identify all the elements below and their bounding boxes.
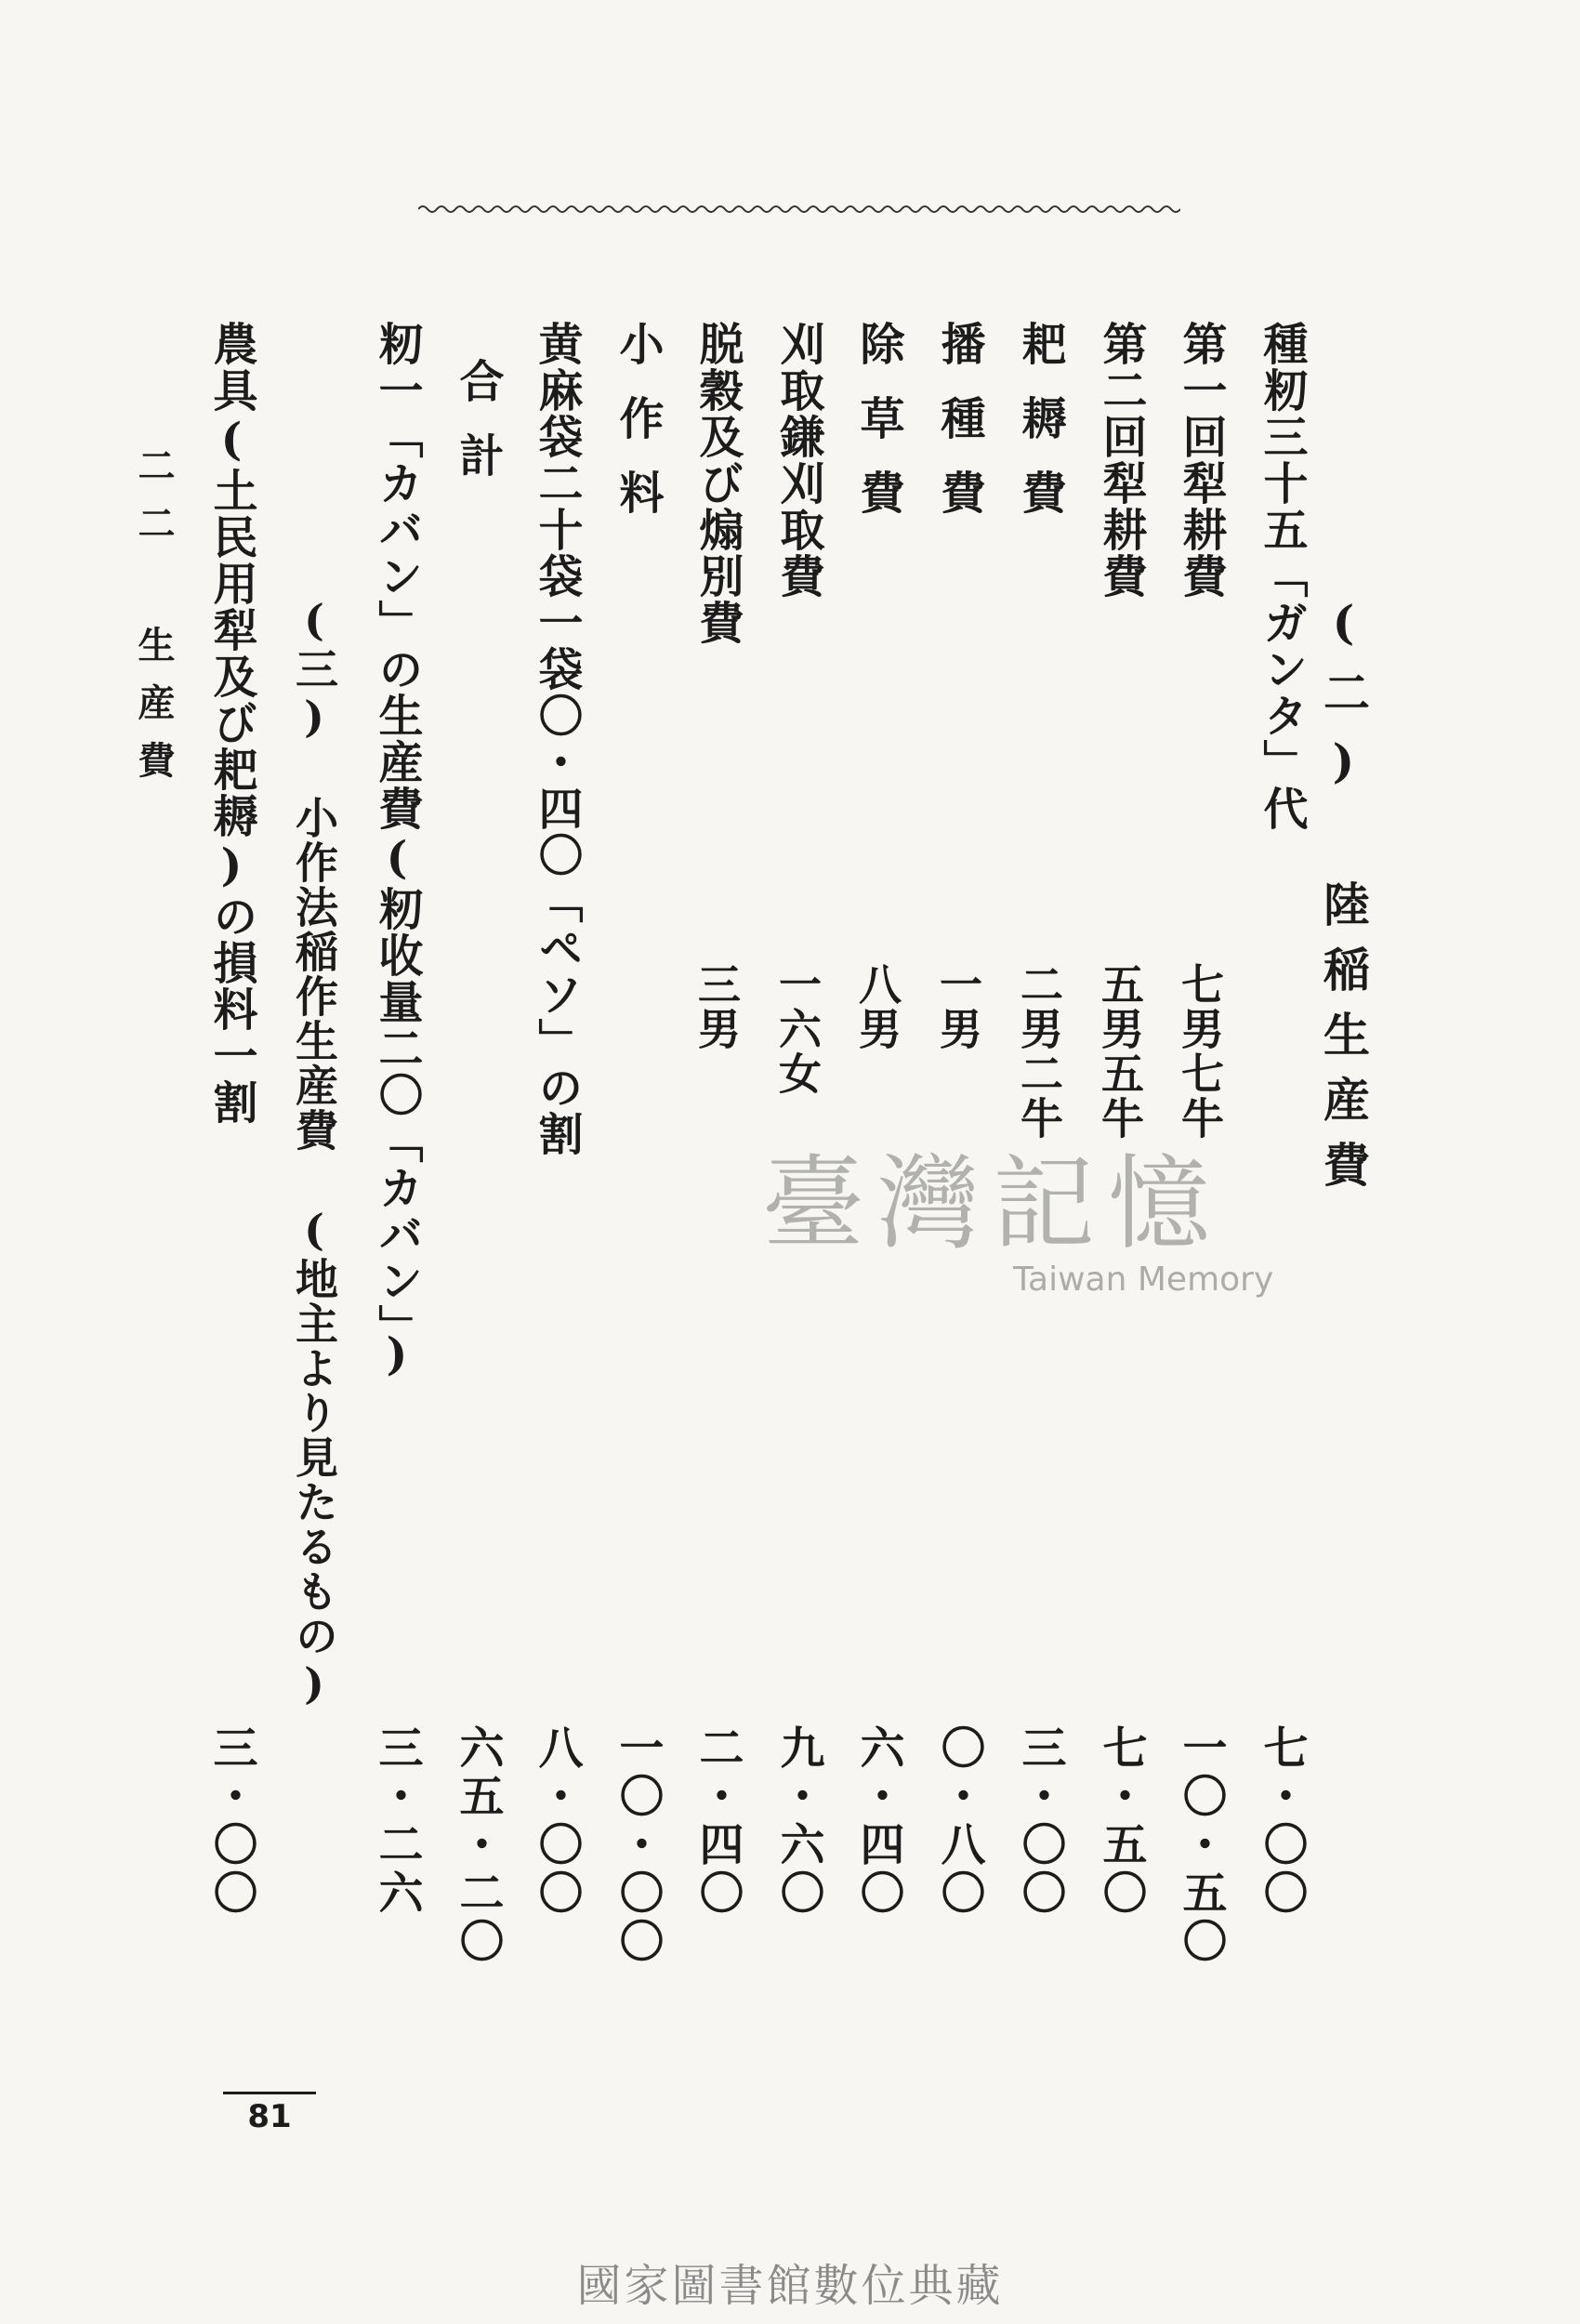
item-count-weeding: 八男	[852, 962, 902, 1051]
section-3-title: (三) 小作法稲作生産費 (地主より見たるもの)	[289, 595, 339, 1710]
item-count-sowing: 一男	[933, 962, 983, 1051]
item-amount-tool-rental: 三・〇〇	[205, 1724, 257, 1918]
item-amount-threshing: 二・四〇	[691, 1724, 744, 1918]
library-footer: 國家圖書館數位典藏	[576, 2260, 1004, 2312]
item-label-weeding: 除草費	[852, 321, 904, 544]
item-label-first-plowing: 第一回犁耕費	[1175, 321, 1227, 600]
per-unit-amount: 三・二六	[371, 1724, 423, 1918]
item-label-jute-bags: 黄麻袋二十袋一袋〇・四〇「ペソ」の割	[531, 321, 583, 1157]
page-number-block	[223, 2092, 316, 2135]
item-amount-weeding: 六・四〇	[852, 1724, 904, 1918]
item-amount-second-plowing: 七・五〇	[1095, 1724, 1147, 1918]
item-count-harrowing: 二男二牛	[1014, 962, 1064, 1141]
item-label-harrowing: 耙耨費	[1014, 321, 1066, 544]
item-amount-harrowing: 三・〇〇	[1014, 1724, 1066, 1918]
item-amount-rent: 一〇・〇〇	[612, 1724, 664, 1966]
item-label-reaping: 刈取鎌刈取費	[772, 321, 824, 600]
watermark-english: Taiwan Memory	[1013, 1261, 1274, 1299]
item-label-seed: 種籾三十五「ガンタ」代	[1256, 321, 1308, 832]
watermark-logo-text: 臺灣記憶	[762, 1144, 1223, 1263]
item-label-second-plowing: 第二回犁耕費	[1095, 321, 1147, 600]
running-header: 二二 生産費	[132, 446, 176, 799]
total-label: 合計	[452, 358, 504, 507]
item-count-reaping: 一六女	[772, 962, 823, 1096]
item-amount-reaping: 九・六〇	[772, 1724, 824, 1918]
watermark	[762, 1144, 1283, 1320]
page-number: 81	[247, 2098, 292, 2135]
item-count-threshing: 三男	[691, 962, 742, 1051]
item-amount-seed: 七・〇〇	[1256, 1724, 1308, 1918]
item-amount-sowing: 〇・八〇	[933, 1724, 985, 1918]
page-number-rule	[223, 2092, 316, 2094]
item-label-rent: 小作料	[612, 321, 664, 544]
item-count-second-plowing: 五男五牛	[1095, 962, 1145, 1141]
item-count-first-plowing: 七男七牛	[1175, 962, 1225, 1141]
decorative-wavy-rule	[418, 200, 1180, 218]
item-amount-jute-bags: 八・〇〇	[531, 1724, 583, 1918]
per-unit-label: 籾一「カバン」の生産費(籾收量二〇「カバン」)	[371, 321, 423, 1382]
item-label-tool-rental: 農具(土民用犁及び耙耨)の損料一割	[205, 321, 257, 1126]
item-label-threshing: 脱穀及び煽別費	[691, 321, 744, 646]
total-amount: 六五・二〇	[452, 1724, 504, 1966]
section-2-title: (二) 陸稲生産費	[1316, 595, 1371, 1206]
item-amount-first-plowing: 一〇・五〇	[1175, 1724, 1227, 1966]
item-label-sowing: 播種費	[933, 321, 985, 544]
